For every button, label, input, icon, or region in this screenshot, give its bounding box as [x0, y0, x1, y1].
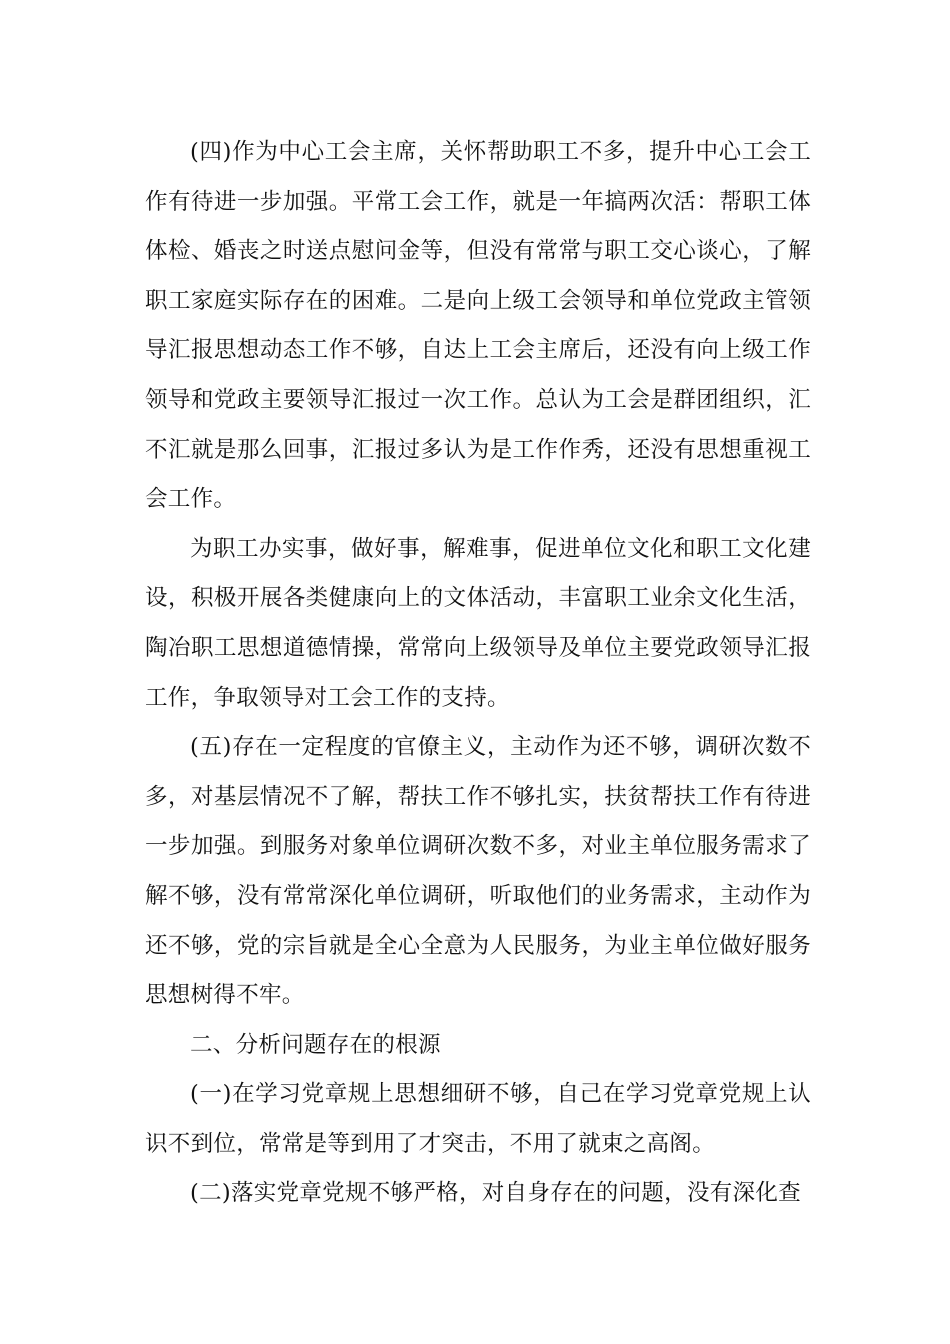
document-body	[145, 128, 811, 1219]
section-heading-root-causes: 二、分析问题存在的根源	[190, 1031, 441, 1058]
paragraph-1-study: (一)在学习党章规上思想细研不够，自己在学习党章党规上认识不到位，常常是等到用了才突击，不用了就束之高阁。	[145, 1081, 811, 1157]
paragraph-4-union-chair: (四)作为中心工会主席，关怀帮助职工不多，提升中心工会工作有待进一步加强。平常工会工作，就是一年搞两次活：帮职工体体检、婚丧之时送点慰问金等，但没有常常与职工交心谈心，了解职工家庭实际存在的困难。二是向上级工会领导和单位党政主管领导汇报思想动态工作不够，自达上工会主席后，还没有向上级工作领导和党政主要领导汇报过一次工作。总认为工会是群团组织，汇不汇就是那么回事，汇报过多认为是工作作秀，还没有思想重视工会工作。	[145, 139, 811, 513]
paragraph-2-implementation: (二)落实党章党规不够严格，对自身存在的问题，没有深化查	[190, 1180, 801, 1207]
paragraph-5-bureaucracy: (五)存在一定程度的官僚主义，主动作为还不够，调研次数不多，对基层情况不了解，帮扶工作不够扎实，扶贫帮扶工作有待进一步加强。到服务对象单位调研次数不多，对业主单位服务需求了解不够，没有常常深化单位调研，听取他们的业务需求，主动作为还不够，党的宗旨就是全心全意为人民服务，为业主单位做好服务思想树得不牢。	[145, 734, 811, 1009]
paragraph-worker-services: 为职工办实事，做好事，解难事，促进单位文化和职工文化建设，积极开展各类健康向上的文体活动，丰富职工业余文化生活，陶冶职工思想道德情操，常常向上级领导及单位主要党政领导汇报工作，争取领导对工会工作的支持。	[145, 535, 811, 711]
